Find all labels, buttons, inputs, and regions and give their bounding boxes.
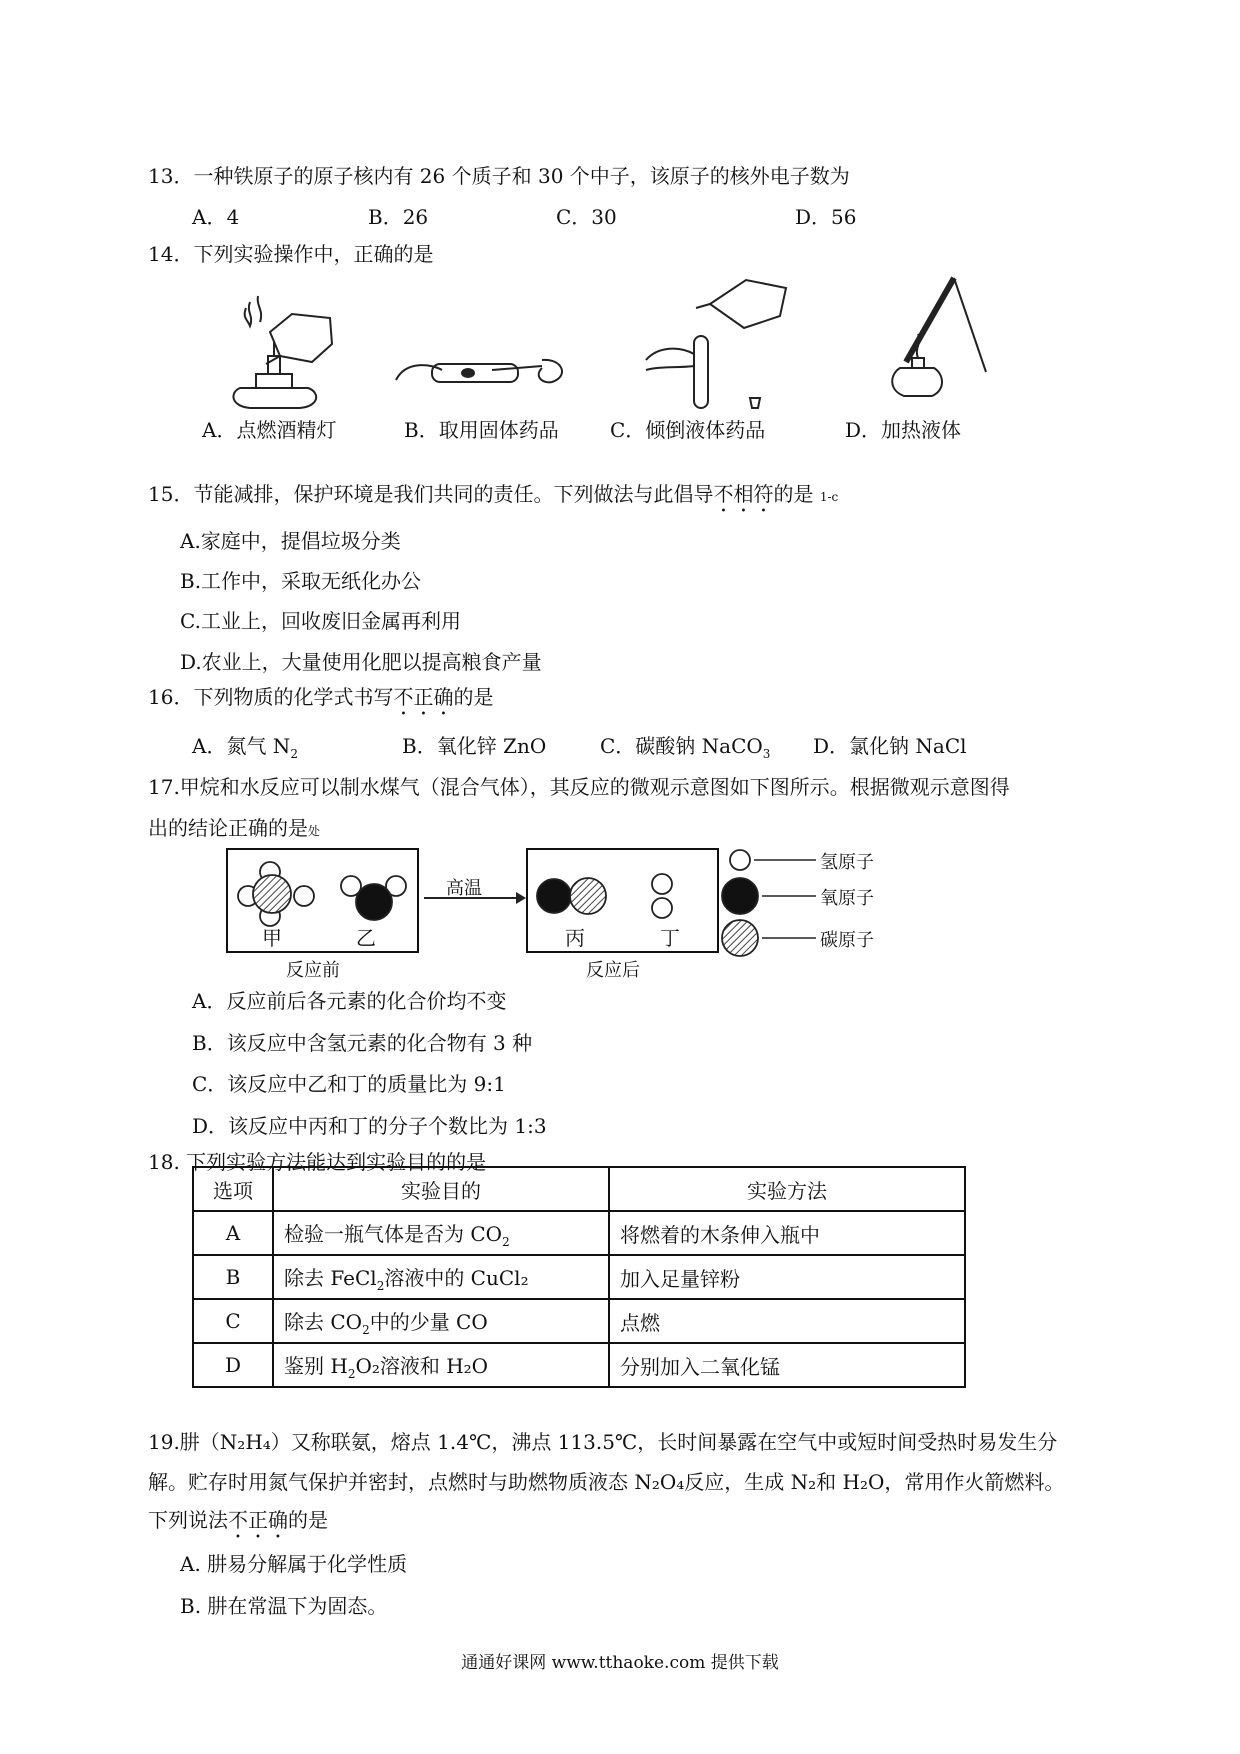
q13-stem: 13．一种铁原子的原子核内有 26 个质子和 30 个中子，该原子的核外电子数为 <box>148 164 850 188</box>
row-goal-post: 溶液中的 CuCl₂ <box>384 1265 529 1290</box>
label-yi: 乙 <box>356 926 376 950</box>
row-goal-post: O₂溶液和 H₂O <box>355 1353 489 1378</box>
q15-stem-pre: 15．节能减排，保护环境是我们共同的责任。下列做法与此倡导 <box>148 482 714 506</box>
row-option: D <box>193 1343 273 1387</box>
heating-liquid-illustration <box>860 262 990 412</box>
row-goal-pre: 鉴别 H <box>284 1353 348 1378</box>
q16-option-c-sub: 3 <box>762 747 771 761</box>
label-jia: 甲 <box>262 926 282 950</box>
row-option: B <box>193 1255 273 1299</box>
header-option: 选项 <box>193 1167 273 1211</box>
q14-caption-d: D．加热液体 <box>845 418 962 442</box>
table-row <box>193 1211 965 1255</box>
q16-option-d-text: D．氯化钠 NaCl <box>813 734 967 758</box>
q17-option-d: D．该反应中丙和丁的分子个数比为 1:3 <box>192 1114 547 1138</box>
q16-option-b-text: B．氧化锌 ZnO <box>402 734 547 758</box>
row-method: 分别加入二氧化锰 <box>609 1343 965 1387</box>
q19-line3-post: 的是 <box>288 1508 328 1532</box>
row-goal-pre: 除去 CO <box>284 1309 363 1334</box>
q16-option-a <box>192 730 298 761</box>
q16-option-c-text: C．碳酸钠 NaCO <box>600 734 763 758</box>
q15-stem-post: 的是 <box>773 482 814 506</box>
table-header-row <box>193 1167 965 1211</box>
row-goal <box>273 1343 609 1387</box>
q14-caption-a: A．点燃酒精灯 <box>202 418 337 442</box>
label-before: 反应前 <box>286 960 340 981</box>
q14-caption-c: C．倾倒液体药品 <box>610 418 766 442</box>
q19-line3-pre: 下列说法 <box>148 1508 228 1532</box>
q13-option-a: A．4 <box>192 205 240 229</box>
label-bing: 丙 <box>565 926 585 950</box>
row-goal-sub: 2 <box>376 1278 385 1293</box>
q19-line2: 解。贮存时用氮气保护并密封，点燃时与助燃物质液态 N₂O₄反应，生成 N₂和 H₂O，常用作火箭燃料。 <box>148 1470 1065 1494</box>
row-goal-pre: 检验一瓶气体是否为 CO <box>284 1221 503 1246</box>
row-method: 加入足量锌粉 <box>609 1255 965 1299</box>
q17-option-b: B．该反应中含氢元素的化合物有 3 种 <box>192 1031 533 1055</box>
q14-stem: 14．下列实验操作中，正确的是 <box>148 242 434 266</box>
label-ding: 丁 <box>660 926 680 950</box>
row-goal-sub: 2 <box>347 1366 356 1381</box>
q15-stem-emphasis: 不相符 <box>713 482 774 506</box>
row-method: 将燃着的木条伸入瓶中 <box>609 1211 965 1255</box>
q17-stem-line2 <box>148 812 320 841</box>
header-goal: 实验目的 <box>273 1167 609 1211</box>
row-goal-pre: 除去 FeCl <box>284 1265 377 1290</box>
q15-option-a: A.家庭中，提倡垃圾分类 <box>180 529 401 553</box>
q19-line3-emphasis: 不正确 <box>228 1508 288 1532</box>
q16-option-c <box>600 730 770 761</box>
test-tube-solid-illustration <box>392 340 572 400</box>
q13-option-d: D．56 <box>795 205 857 229</box>
q18-stem: 18. 下列实验方法能达到实验目的的是 <box>148 1150 487 1174</box>
row-option: A <box>193 1211 273 1255</box>
row-goal <box>273 1255 609 1299</box>
page-footer: 通通好课网 www.tthaoke.com 提供下载 <box>461 1653 779 1673</box>
q16-option-a-text: A．氮气 N <box>192 734 291 758</box>
row-goal-sub: 2 <box>502 1234 510 1249</box>
row-goal <box>273 1299 609 1343</box>
row-method: 点燃 <box>609 1299 965 1343</box>
q17-stem-line1: 17.甲烷和水反应可以制水煤气（混合气体），其反应的微观示意图如下图所示。根据微观示意图得 <box>148 775 1010 799</box>
alcohol-lamp-illustration <box>220 292 350 412</box>
q13-option-c: C．30 <box>556 205 617 229</box>
table-row <box>193 1299 965 1343</box>
q15-mark: 1-c <box>819 490 839 504</box>
header-method: 实验方法 <box>609 1167 965 1211</box>
q15-option-c: C.工业上，回收废旧金属再利用 <box>180 609 461 633</box>
row-goal <box>273 1211 609 1255</box>
q16-option-a-sub: 2 <box>290 747 298 761</box>
q17-option-a: A．反应前后各元素的化合价均不变 <box>192 989 507 1013</box>
q16-stem-post: 的是 <box>453 685 494 709</box>
table-row <box>193 1255 965 1299</box>
q16-stem-pre: 16．下列物质的化学式书写 <box>148 685 394 709</box>
row-goal-post: 中的少量 CO <box>369 1309 488 1334</box>
q19-option-a: A. 肼易分解属于化学性质 <box>180 1552 408 1576</box>
row-goal-sub: 2 <box>362 1322 370 1337</box>
q16-stem-emphasis: 不正确 <box>393 685 454 709</box>
q19-line3 <box>148 1504 328 1543</box>
legend-oxygen: 氧原子 <box>820 888 874 909</box>
q15-option-b: B.工作中，采取无纸化办公 <box>180 569 422 593</box>
q16-option-b <box>402 730 546 759</box>
q17-stem-line2-text: 出的结论正确的是 <box>148 816 308 840</box>
arrow-label: 高温 <box>446 878 482 899</box>
legend-hydrogen: 氢原子 <box>820 852 874 873</box>
q19-option-b: B. 肼在常温下为固态。 <box>180 1594 388 1618</box>
q17-mark: 处 <box>308 824 321 838</box>
table-row <box>193 1343 965 1387</box>
q17-option-c: C．该反应中乙和丁的质量比为 9:1 <box>192 1072 506 1096</box>
q14-caption-b: B．取用固体药品 <box>404 418 559 442</box>
q15-stem <box>148 478 838 517</box>
legend-carbon: 碳原子 <box>820 930 874 951</box>
row-option: C <box>193 1299 273 1343</box>
q19-line1: 19.肼（N₂H₄）又称联氨，熔点 1.4℃，沸点 113.5℃，长时间暴露在空气中或短时间受热时易发生分 <box>148 1430 1058 1454</box>
q15-option-d: D.农业上，大量使用化肥以提高粮食产量 <box>180 650 542 674</box>
q18-table <box>192 1166 966 1388</box>
q16-stem <box>148 681 493 720</box>
q16-option-d <box>813 730 967 759</box>
q13-option-b: B．26 <box>368 205 429 229</box>
label-after: 反应后 <box>586 960 640 981</box>
pouring-liquid-illustration <box>640 270 790 420</box>
